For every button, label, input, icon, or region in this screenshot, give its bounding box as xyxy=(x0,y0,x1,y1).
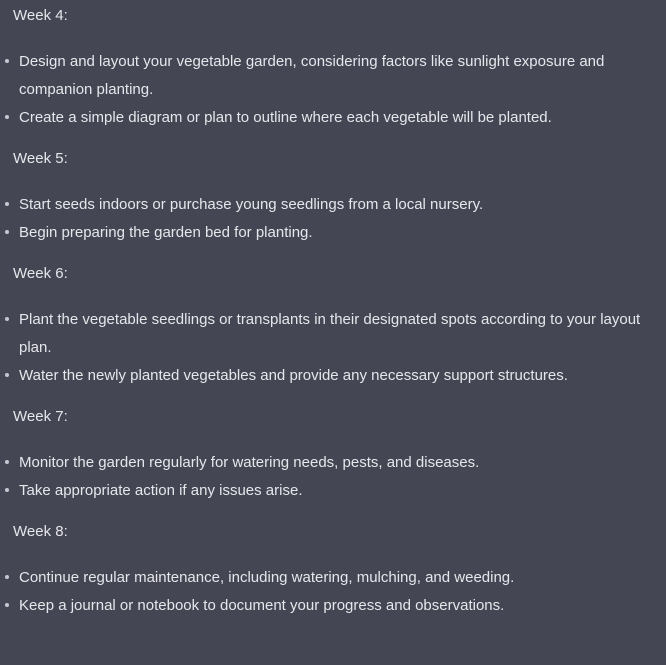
list-item xyxy=(0,48,666,104)
list-item-text: Water the newly planted vegetables and provide any necessary support structures. xyxy=(19,367,568,384)
list-item-text: Monitor the garden regularly for watering needs, pests, and diseases. xyxy=(19,454,480,471)
week-section-7 xyxy=(0,401,666,505)
week-bullet-list xyxy=(0,449,666,505)
week-section-4 xyxy=(0,0,666,132)
list-item xyxy=(0,219,666,247)
list-item-text: Take appropriate action if any issues arise. xyxy=(19,482,303,499)
week-heading: Week 7: xyxy=(13,408,68,425)
list-item xyxy=(0,564,666,592)
list-item xyxy=(0,191,666,219)
week-section-5 xyxy=(0,143,666,247)
week-heading: Week 8: xyxy=(13,523,68,540)
week-heading: Week 5: xyxy=(13,150,68,167)
list-item-text: Create a simple diagram or plan to outline where each vegetable will be planted. xyxy=(19,109,552,126)
week-section-8 xyxy=(0,516,666,620)
list-item-text: Design and layout your vegetable garden, considering factors like sunlight exposure and companion planting. xyxy=(19,53,605,98)
list-item-text: Start seeds indoors or purchase young seedlings from a local nursery. xyxy=(19,196,484,213)
list-item xyxy=(0,362,666,390)
week-heading: Week 4: xyxy=(13,7,68,24)
bullet-icon xyxy=(5,603,9,607)
list-item-text: Keep a journal or notebook to document your progress and observations. xyxy=(19,597,505,614)
list-item xyxy=(0,477,666,505)
bullet-icon xyxy=(5,488,9,492)
week-bullet-list xyxy=(0,306,666,390)
list-item xyxy=(0,449,666,477)
bullet-icon xyxy=(5,460,9,464)
list-item xyxy=(0,592,666,620)
bullet-icon xyxy=(5,317,9,321)
week-bullet-list xyxy=(0,564,666,620)
list-item-text: Plant the vegetable seedlings or transplants in their designated spots according to your layout plan. xyxy=(19,311,641,356)
list-item xyxy=(0,104,666,132)
bullet-icon xyxy=(5,115,9,119)
week-heading: Week 6: xyxy=(13,265,68,282)
list-item xyxy=(0,306,666,362)
week-bullet-list xyxy=(0,48,666,132)
bullet-icon xyxy=(5,230,9,234)
bullet-icon xyxy=(5,575,9,579)
bullet-icon xyxy=(5,373,9,377)
week-bullet-list xyxy=(0,191,666,247)
bullet-icon xyxy=(5,59,9,63)
bullet-icon xyxy=(5,202,9,206)
list-item-text: Continue regular maintenance, including watering, mulching, and weeding. xyxy=(19,569,515,586)
week-section-6 xyxy=(0,258,666,390)
list-item-text: Begin preparing the garden bed for planting. xyxy=(19,224,313,241)
